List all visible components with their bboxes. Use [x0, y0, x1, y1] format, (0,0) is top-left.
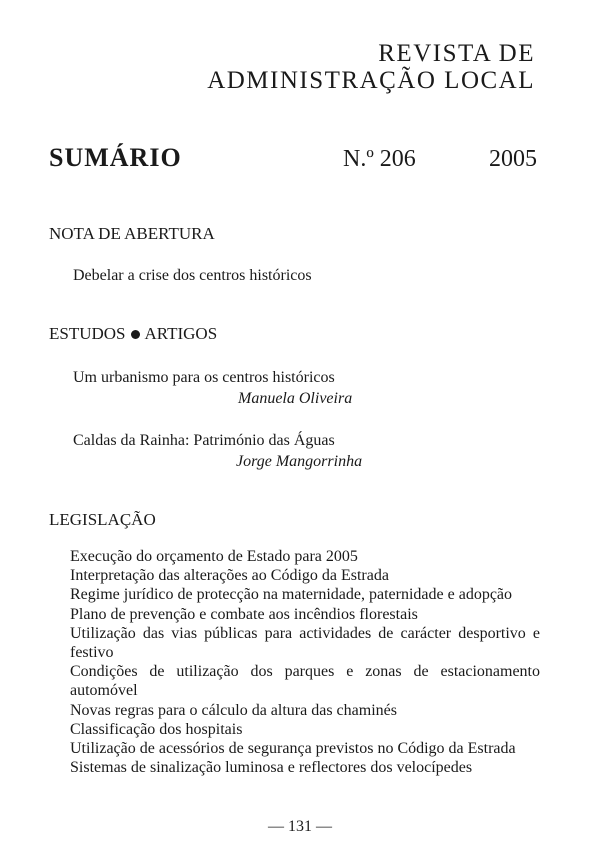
list-item: Utilização de acessórios de segurança previstos no Código da Estrada: [70, 740, 516, 758]
issue-number: N.º 206: [343, 146, 416, 172]
legislation-list: [70, 547, 540, 777]
journal-title-line2: ADMINISTRAÇÃO LOCAL: [207, 67, 535, 94]
list-item: Interpretação das alterações ao Código da Estrada: [70, 567, 389, 585]
section-heading-estudos: [49, 324, 217, 344]
list-item: Execução do orçamento de Estado para 2005: [70, 548, 358, 565]
article-author: Jorge Mangorrinha: [236, 453, 363, 470]
list-item: Utilização das vias públicas para actividades de carácter desportivo e festivo: [70, 624, 540, 662]
issue-year: 2005: [489, 146, 537, 172]
estudos-heading-label: ESTUDOS: [49, 324, 126, 343]
list-item: Sistemas de sinalização luminosa e reflectores dos velocípedes: [70, 759, 473, 777]
list-item: Regime jurídico de protecção na maternidade, paternidade e adopção: [70, 586, 513, 604]
list-item: Classificação dos hospitais: [70, 720, 243, 738]
bullet-icon: [131, 330, 140, 339]
list-item: Plano de prevenção e combate aos incêndios florestais: [70, 605, 418, 623]
section-heading-nota: NOTA DE ABERTURA: [49, 224, 215, 243]
page-number: — 131 —: [268, 818, 332, 835]
artigos-heading-label: ARTIGOS: [144, 324, 218, 343]
list-item: Novas regras para o cálculo da altura das chaminés: [70, 701, 397, 719]
article-title: Caldas da Rainha: Património das Águas: [73, 432, 335, 449]
article-author: Manuela Oliveira: [238, 390, 353, 407]
list-item: Condições de utilização dos parques e zonas de estacionamento automóvel: [70, 663, 540, 700]
page-title: SUMÁRIO: [49, 143, 182, 172]
article-title: Um urbanismo para os centros históricos: [73, 369, 335, 386]
section-heading-legislacao: LEGISLAÇÃO: [49, 510, 156, 529]
nota-item: Debelar a crise dos centros históricos: [73, 267, 312, 284]
journal-title: [207, 40, 535, 94]
journal-title-line1: REVISTA DE: [378, 40, 535, 67]
